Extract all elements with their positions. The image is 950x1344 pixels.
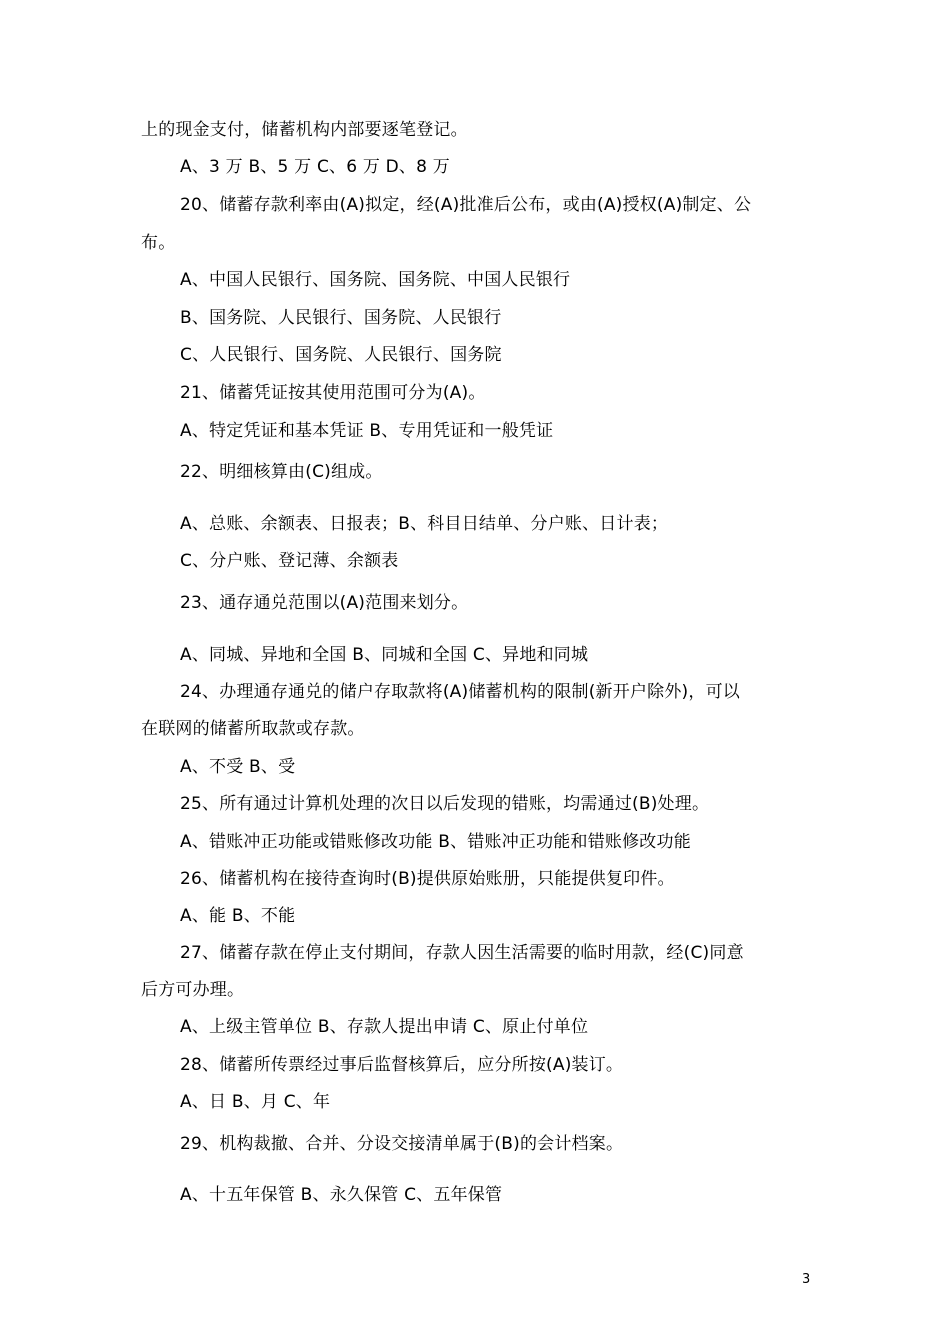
question-26: 26、储蓄机构在接待查询时(B)提供原始账册，只能提供复印件。 <box>180 869 675 889</box>
option-line: C、分户账、登记薄、余额表 <box>180 551 399 571</box>
question-24: 24、办理通存通兑的储户存取款将(A)储蓄机构的限制(新开户除外)，可以 <box>180 682 740 702</box>
option-line: B、国务院、人民银行、国务院、人民银行 <box>180 308 502 328</box>
option-line: A、十五年保管 B、永久保管 C、五年保管 <box>180 1185 503 1205</box>
option-line: A、特定凭证和基本凭证 B、专用凭证和一般凭证 <box>180 421 554 441</box>
page-number: 3 <box>802 1272 811 1287</box>
question-27: 27、储蓄存款在停止支付期间，存款人因生活需要的临时用款，经(C)同意 <box>180 943 744 963</box>
question-22: 22、明细核算由(C)组成。 <box>180 462 383 482</box>
text-line: 在联网的储蓄所取款或存款。 <box>141 719 365 739</box>
option-line: A、上级主管单位 B、存款人提出申请 C、原止付单位 <box>180 1017 589 1037</box>
question-21: 21、储蓄凭证按其使用范围可分为(A)。 <box>180 383 486 403</box>
question-20: 20、储蓄存款利率由(A)拟定，经(A)批准后公布，或由(A)授权(A)制定、公 <box>180 195 752 215</box>
option-line: A、不受 B、受 <box>180 757 296 777</box>
text-line: A、3 万 B、5 万 C、6 万 D、8 万 <box>180 157 450 177</box>
option-line: A、中国人民银行、国务院、国务院、中国人民银行 <box>180 270 571 290</box>
text-line: 后方可办理。 <box>141 980 245 1000</box>
option-line: A、同城、异地和全国 B、同城和全国 C、异地和同城 <box>180 645 589 665</box>
option-line: A、日 B、月 C、年 <box>180 1092 331 1112</box>
option-line: C、人民银行、国务院、人民银行、国务院 <box>180 345 502 365</box>
option-line: A、能 B、不能 <box>180 906 296 926</box>
text-line: 布。 <box>141 233 176 253</box>
question-28: 28、储蓄所传票经过事后监督核算后，应分所按(A)装订。 <box>180 1055 624 1075</box>
text-line: 上的现金支付，储蓄机构内部要逐笔登记。 <box>141 120 468 140</box>
option-line: A、总账、余额表、日报表；B、科目日结单、分户账、日计表； <box>180 514 669 534</box>
question-23: 23、通存通兑范围以(A)范围来划分。 <box>180 593 469 613</box>
option-line: A、错账冲正功能或错账修改功能 B、错账冲正功能和错账修改功能 <box>180 832 691 852</box>
question-25: 25、所有通过计算机处理的次日以后发现的错账，均需通过(B)处理。 <box>180 794 710 814</box>
question-29: 29、机构裁撤、合并、分设交接清单属于(B)的会计档案。 <box>180 1134 624 1154</box>
